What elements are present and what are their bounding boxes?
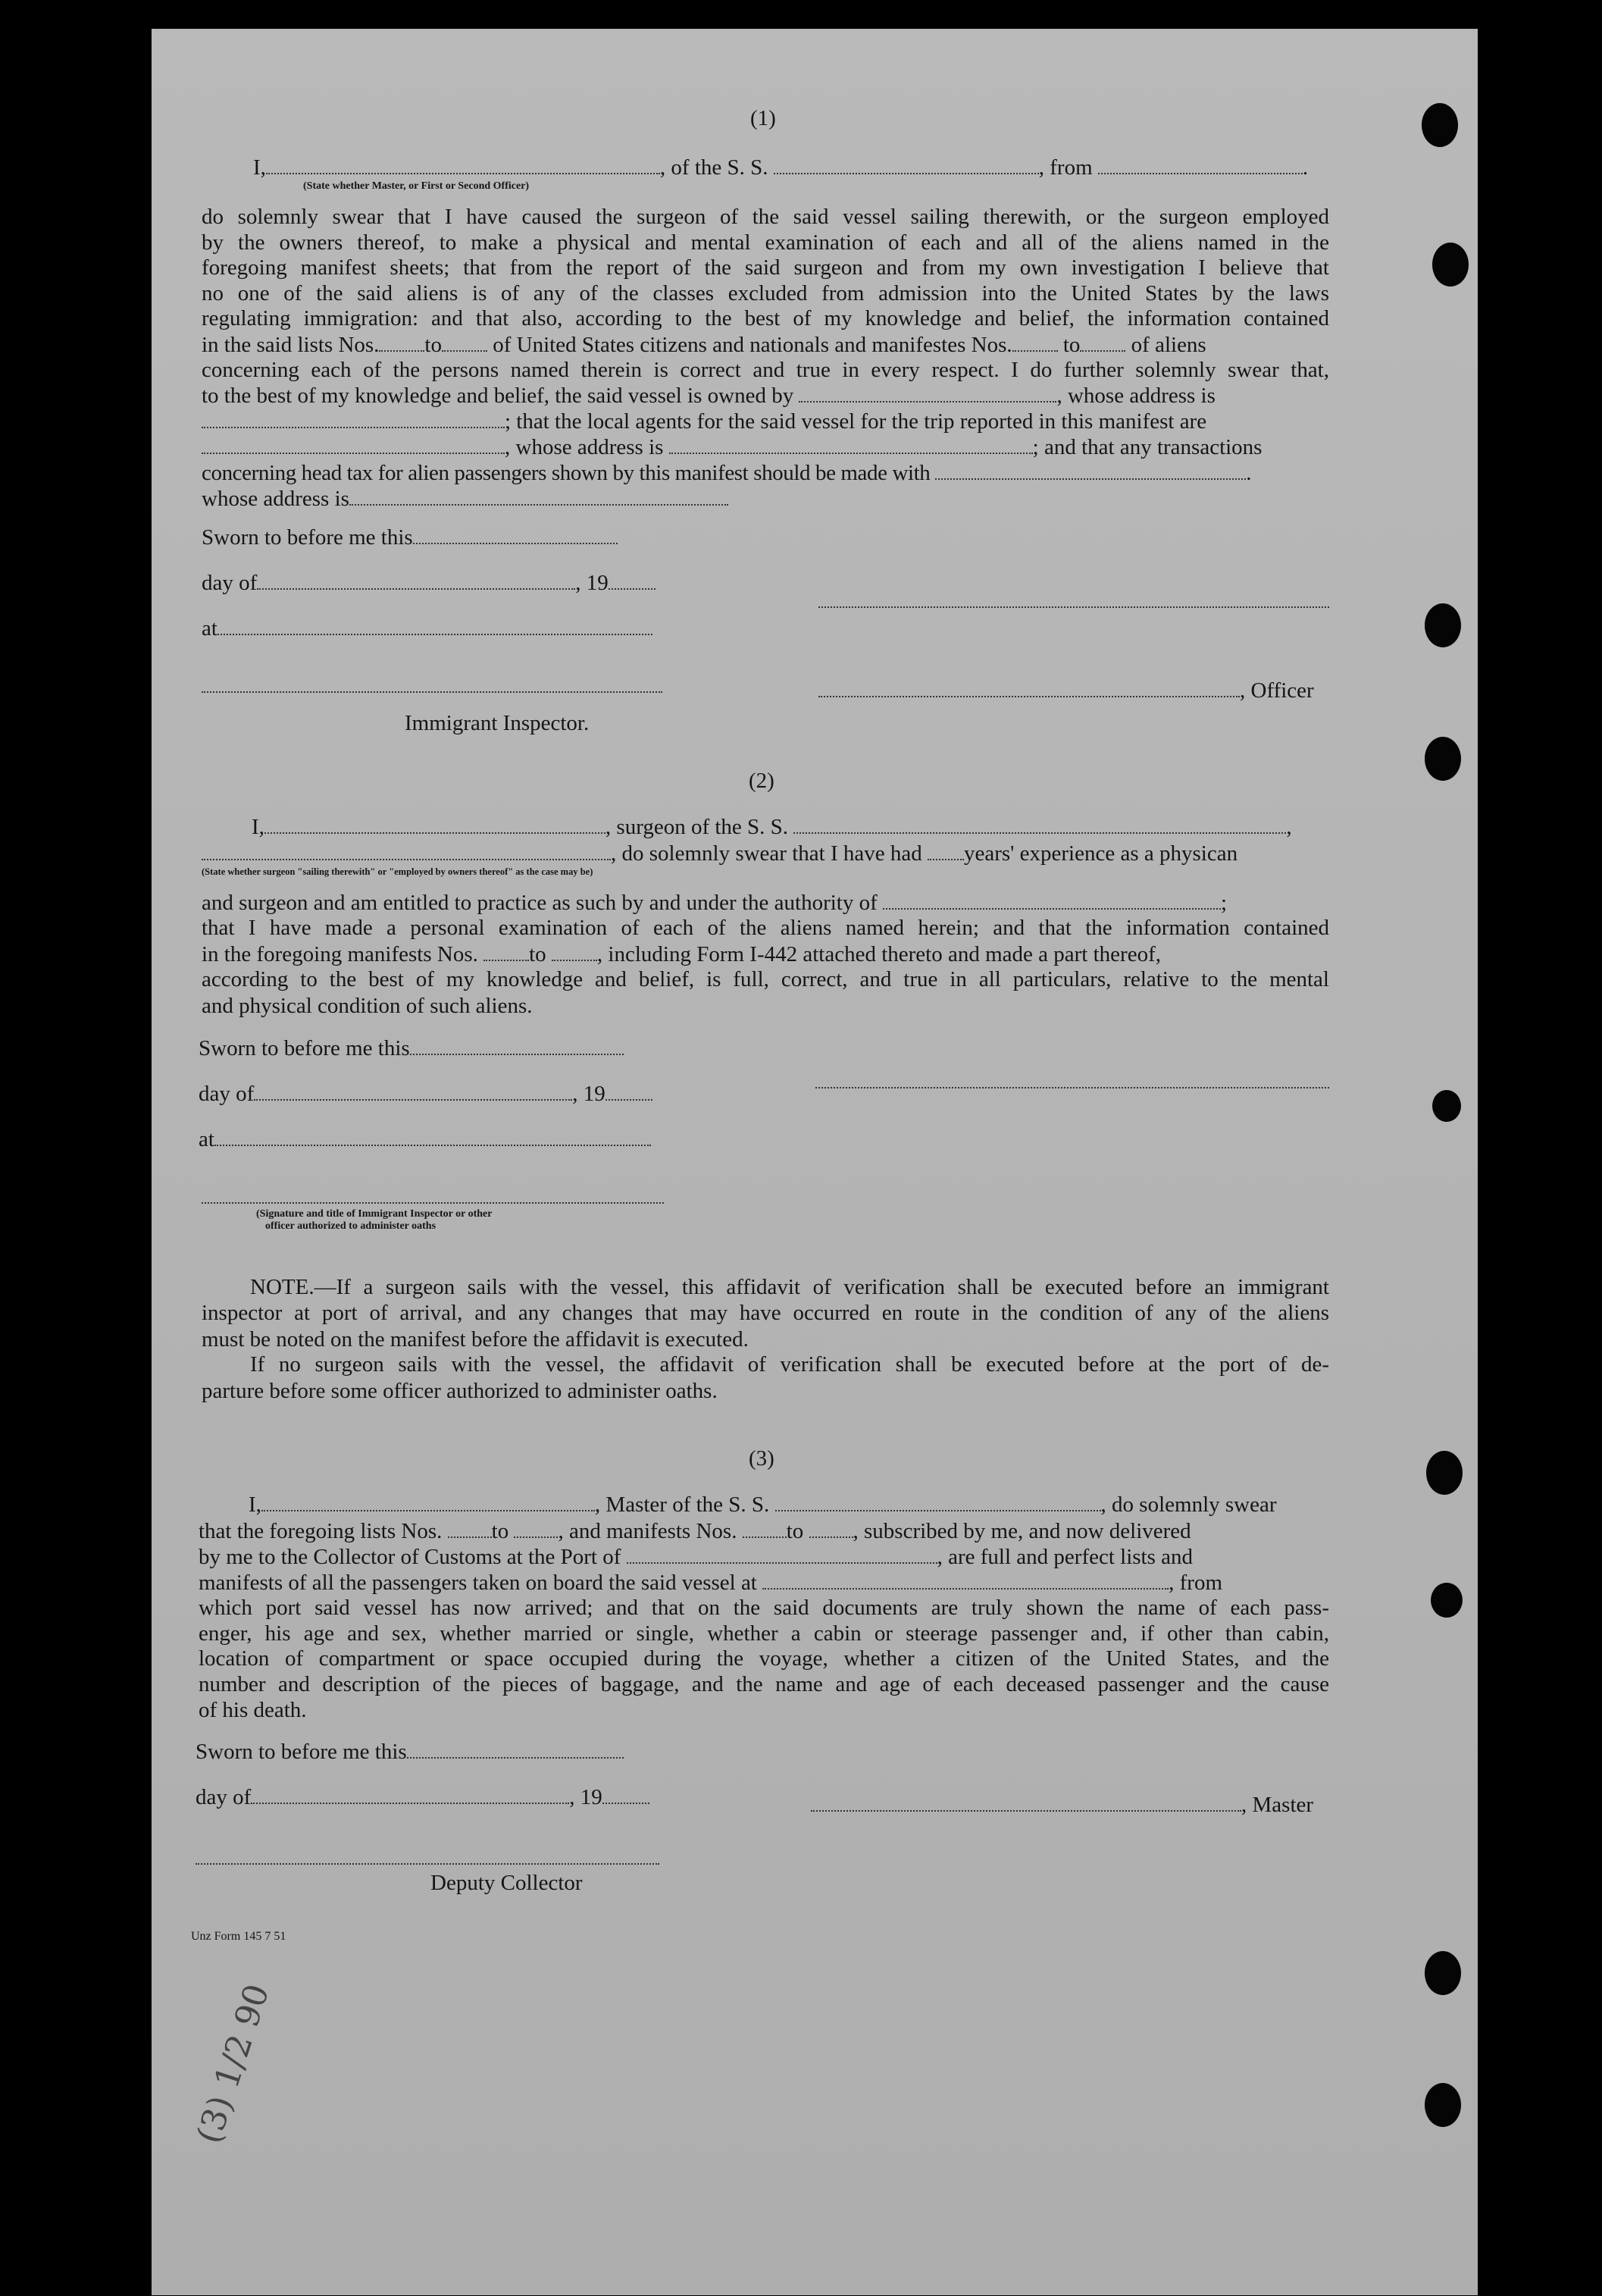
- text: day of: [196, 1785, 252, 1809]
- surgeon-name-line: [252, 814, 1292, 840]
- text: ,: [1286, 815, 1292, 839]
- text: to: [1062, 333, 1081, 357]
- surgeon-note: (State whether surgeon "sailing therewith" or "employed by owners thereof" as the case may be): [202, 866, 593, 877]
- text: concerning head tax for alien passengers shown by this manifest should be made with: [202, 461, 931, 485]
- signature-note: (Signature and title of Immigrant Inspector or other: [256, 1208, 493, 1220]
- text: I,: [252, 815, 264, 839]
- note-paragraph: [202, 1352, 1329, 1378]
- signature-line: [202, 690, 662, 693]
- text-line: that I have made a personal examination of each of the aliens named herein; and that the information contained: [202, 916, 1329, 940]
- text: whose address is: [202, 487, 349, 511]
- officer-signature-line: [818, 678, 1314, 703]
- text: .: [1246, 461, 1252, 485]
- text: at: [202, 616, 217, 641]
- text: , do solemnly swear: [1100, 1493, 1277, 1517]
- text: at: [199, 1127, 214, 1151]
- text-line: according to the best of my knowledge and belief, is full, correct, and true in all particulars, relative to the mental: [202, 967, 1329, 991]
- day-of-line: [196, 1784, 649, 1810]
- note-paragraph: [202, 1301, 1329, 1327]
- sworn-line: [196, 1739, 624, 1765]
- master-name-line: [249, 1492, 1277, 1518]
- text: , 19: [569, 1785, 602, 1809]
- signature-line: [196, 1862, 659, 1865]
- section-1-paragraph: [202, 205, 1329, 332]
- text-line: foregoing manifest sheets; that from the report of the said surgeon and from my own investigation I believe that: [202, 255, 1329, 280]
- manifests-line: [202, 941, 1161, 967]
- text-line: number and description of the pieces of baggage, and the name and age of each deceased passenger and the cause: [199, 1671, 1329, 1696]
- text-line: enger, his age and sex, whether married or single, whether a cabin or steerage passenger and, if other than cabin,: [199, 1621, 1329, 1646]
- text-line: which port said vessel has now arrived; and that on the said documents are truly shown the name of each pass-: [199, 1596, 1329, 1620]
- text: that the foregoing lists Nos.: [199, 1519, 443, 1543]
- text-line: do solemnly swear that I have caused the surgeon of the said vessel sailing therewith, or the surgeon employed: [202, 205, 1329, 229]
- punch-hole: [1431, 1583, 1463, 1618]
- text: , from: [1169, 1571, 1222, 1595]
- text-line: location of compartment or space occupied during the voyage, whether a citizen of the United States, and the: [199, 1646, 1329, 1671]
- section-1-heading: (1): [750, 106, 776, 130]
- text-line: NOTE.—If a surgeon sails with the vessel, this affidavit of verification shall be executed before an immigrant: [250, 1275, 1329, 1299]
- text: , Master: [1241, 1793, 1314, 1817]
- text: , 19: [572, 1082, 605, 1106]
- officer-note: (State whether Master, or First or Second Officer): [303, 180, 530, 192]
- text: , surgeon of the S. S.: [605, 815, 789, 839]
- day-of-line: [202, 570, 656, 596]
- at-line: [199, 1126, 651, 1152]
- section-2-heading: (2): [749, 769, 774, 793]
- text: , Master of the S. S.: [594, 1493, 770, 1517]
- sworn-line: [202, 525, 618, 550]
- signature-line: [202, 1201, 664, 1204]
- punch-hole: [1432, 243, 1469, 287]
- text-line: must be noted on the manifest before the affidavit is executed.: [202, 1327, 749, 1352]
- text: , whose address is: [505, 435, 664, 459]
- punch-hole: [1425, 737, 1461, 781]
- text-line: If no surgeon sails with the vessel, the affidavit of verification shall be executed before at the port of de-: [250, 1352, 1329, 1377]
- text: Sworn to before me this: [202, 525, 413, 550]
- master-signature-line: [811, 1792, 1313, 1818]
- document-sheet: [152, 29, 1478, 2295]
- text-line: no one of the said aliens is of any of the classes excluded from admission into the United States by the laws: [202, 280, 1329, 305]
- punch-hole: [1422, 103, 1458, 147]
- text: years' experience as a physican: [963, 841, 1238, 866]
- text: in the foregoing manifests Nos.: [202, 942, 478, 966]
- text: , do solemnly swear that I have had: [611, 841, 922, 866]
- text: , of the S. S.: [659, 155, 768, 180]
- signature-line: [815, 1085, 1329, 1088]
- text: day of: [202, 571, 258, 595]
- agents-line: [202, 409, 1206, 434]
- signature-line: [818, 605, 1329, 608]
- section-3-paragraph: [199, 1596, 1329, 1697]
- text: to: [424, 333, 442, 357]
- text-line: inspector at port of arrival, and any changes that may have occurred en route in the condition of any of the aliens: [202, 1301, 1329, 1325]
- text: to the best of my knowledge and belief, the said vessel is owned by: [202, 384, 794, 408]
- section-3-heading: (3): [749, 1446, 774, 1471]
- officer-name-line: [253, 155, 1308, 180]
- text: , subscribed by me, and now delivered: [853, 1519, 1191, 1543]
- text: , whose address is: [1056, 384, 1216, 408]
- handwritten-notation: (3) 1/2 90: [189, 1979, 277, 2148]
- text: I,: [253, 155, 266, 180]
- inspector-label: Immigrant Inspector.: [405, 711, 590, 735]
- punch-hole: [1432, 1090, 1461, 1122]
- owner-line: [202, 383, 1216, 409]
- head-tax-line: [202, 460, 1251, 486]
- text-line: and physical condition of such aliens.: [202, 994, 533, 1018]
- form-number: Unz Form 145 7 51: [191, 1930, 286, 1943]
- text: of aliens: [1131, 333, 1206, 357]
- text: ; and that any transactions: [1032, 435, 1263, 459]
- text: , including Form I-442 attached thereto and made a part thereof,: [596, 942, 1161, 966]
- text: ;: [1221, 891, 1228, 915]
- punch-hole: [1425, 603, 1461, 647]
- collector-label: Deputy Collector: [430, 1871, 583, 1895]
- punch-hole: [1425, 2083, 1461, 2127]
- text-line: by the owners thereof, to make a physical and mental examination of each and all of the aliens named in the: [202, 230, 1329, 255]
- text: I,: [249, 1493, 261, 1517]
- lists-numbers-line: [202, 332, 1206, 358]
- text: to: [529, 942, 546, 966]
- text: Sworn to before me this: [199, 1036, 410, 1060]
- text: day of: [199, 1082, 255, 1106]
- whose-address-line: [202, 486, 728, 512]
- day-of-line: [199, 1081, 652, 1107]
- experience-line: [202, 841, 1237, 866]
- text: in the said lists Nos.: [202, 333, 380, 357]
- sworn-line: [199, 1035, 624, 1061]
- text: , are full and perfect lists and: [937, 1545, 1194, 1569]
- boarded-line: [199, 1570, 1222, 1596]
- text: , from: [1038, 155, 1093, 180]
- text-line: of his death.: [199, 1698, 307, 1722]
- text-line: concerning each of the persons named therein is correct and true in every respect. I do further solemnly swear that,: [202, 358, 1329, 382]
- text: , and manifests Nos.: [558, 1519, 737, 1543]
- text: manifests of all the passengers taken on board the said vessel at: [199, 1571, 757, 1595]
- text: to: [786, 1519, 804, 1543]
- text-line: parture before some officer authorized to administer oaths.: [202, 1379, 718, 1403]
- text: and surgeon and am entitled to practice as such by and under the authority of: [202, 891, 878, 915]
- text: of United States citizens and nationals and manifestes Nos.: [493, 333, 1012, 357]
- note-paragraph: [202, 1275, 1329, 1301]
- text-line: regulating immigration: and that also, according to the best of my knowledge and belief, the information contained: [202, 306, 1329, 331]
- text: by me to the Collector of Customs at the Port of: [199, 1545, 621, 1569]
- punch-hole: [1425, 1951, 1461, 1995]
- authority-line: [202, 890, 1227, 916]
- text: .: [1302, 155, 1309, 180]
- punch-hole: [1426, 1451, 1463, 1495]
- lists-line: [199, 1518, 1191, 1544]
- text: to: [491, 1519, 509, 1543]
- text: , Officer: [1240, 678, 1314, 703]
- agents-address-line: [202, 434, 1262, 460]
- signature-note: officer authorized to administer oaths: [265, 1220, 436, 1232]
- text: Sworn to before me this: [196, 1740, 407, 1764]
- at-line: [202, 616, 652, 641]
- text: ; that the local agents for the said vessel for the trip reported in this manifest are: [505, 409, 1207, 434]
- text: , 19: [575, 571, 609, 595]
- port-line: [199, 1544, 1193, 1570]
